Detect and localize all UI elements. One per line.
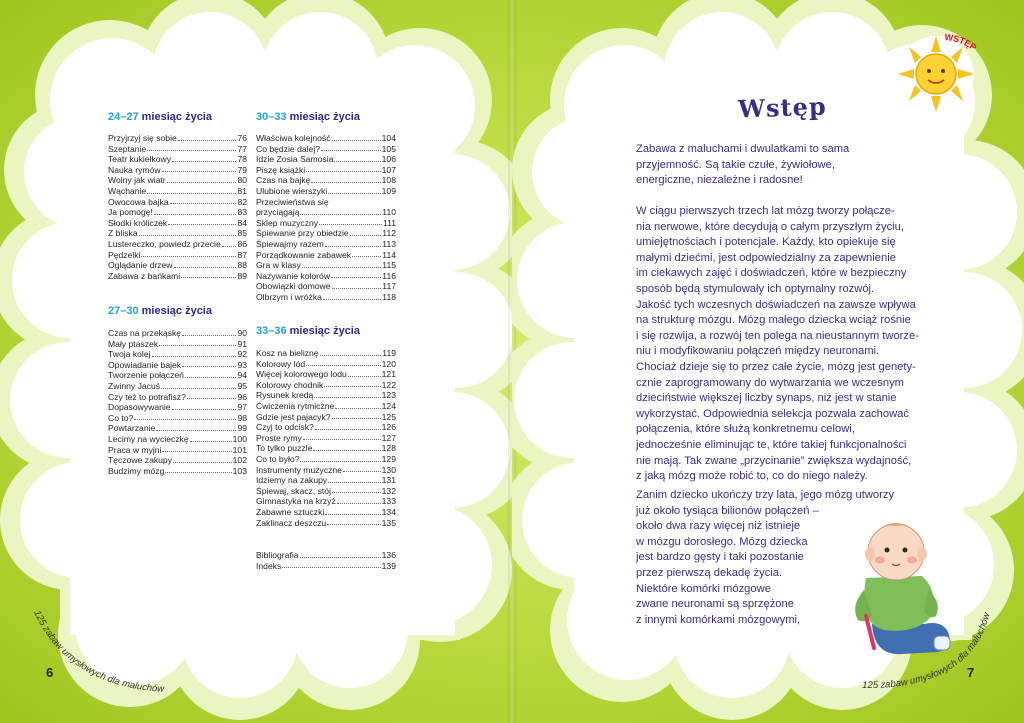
toc-entry-title: Śpiewaj, skacz, stój [256,485,331,496]
toc-entry-title: Bibliografia [256,550,299,560]
toc-entry-page: 86 [237,238,247,249]
toc-entry-page: 108 [381,175,396,186]
right-footer-text: 125 zabaw umysłowych dla maluchów [862,611,993,692]
toc-entry-page: 125 [381,411,396,422]
toc-entry-title: Nauka rymów [108,164,161,175]
toc-entry-title: Czas na przekąskę [108,328,182,338]
toc-entry-title: Nazywanie kolorów [256,270,331,281]
toc-entry-title: Opowiadanie bajek [108,359,182,370]
text-line: w mózgu dorosłego. Mózg dziecka [636,535,808,548]
toc-entry-page: 133 [381,496,396,507]
right-page [512,0,1024,723]
toc-entry-page: 110 [382,207,396,218]
toc-entry-title: Obowiązki domowe [256,281,331,292]
toc-entry-title: Mały ptaszek [108,338,159,349]
toc-entry-page: 111 [382,217,396,228]
toc-entry-title: Przeciwieństwa się [256,196,329,207]
toc-entry-page: 128 [381,443,396,454]
toc-entry-page: 139 [381,560,396,571]
text-line: zwane neuronami są sprzężone [636,598,794,611]
toc-entry-page: 80 [237,175,247,186]
toc-entry-title: Śpiewanie przy obiedzie [256,228,349,239]
toc-entry-title: Twoja kolej [108,349,151,360]
toc-entry-page: 103 [232,465,247,476]
right-page-number: 7 [967,665,975,680]
toc-entry-page: 104 [381,133,396,143]
toc-entry-page: 124 [381,400,396,411]
left-footer-text: 125 zabaw umysłowych dla maluchów [31,608,165,695]
toc-entry-title: Czyj to odcisk? [256,422,314,433]
section-range: 27–30 [108,305,139,317]
toc-entry-page: 129 [381,453,396,464]
toc-entry-title: Idzie Zosia Samosia [256,154,334,165]
toc-entry-page: 107 [381,164,396,175]
toc-entry-title: Z bliska [108,228,138,239]
toc-entry-title: Indeks [256,560,282,571]
toc-entry-page: 102 [232,455,247,466]
toc-entry-title: Zwinny Jacuś [108,380,161,391]
toc-entry-page: 123 [381,390,396,401]
text-line: sposób będą stymulowały ich optymalny rozwój. [636,282,875,295]
toc-entry-page: 98 [237,412,247,423]
text-line: nie mają. Tak zwane „przycinanie” zwiększa wydajność, [636,454,912,467]
text-line: dzieciństwie większej liczby synaps, niż jest w stanie [636,392,897,405]
section-label: miesiąc życia [286,111,360,123]
toc-entry-page: 134 [381,506,396,517]
text-line: wykorzystać. Odpowiednia selekcja pozwala zachować [636,407,909,420]
toc-entry-page: 122 [381,379,396,390]
toc-entry-page: 79 [237,164,247,175]
toc-entry-page: 100 [232,433,247,444]
toc-entry-title: Dopasowywanie [108,402,171,413]
toc-entry-title: Olbrzym i wróżka [256,291,322,302]
toc-entry-title: Czas na bajkę [256,175,311,186]
toc-entry-title: Kolorowy chodnik [256,379,324,390]
toc-entry-page: 118 [382,291,396,302]
toc-entry-title: Budzimy mózg [108,465,165,476]
toc-entry-title: Gra w klasy [256,260,301,271]
toc-entry-page: 135 [381,517,396,528]
toc-entry-page: 121 [381,369,396,380]
toc-entry-title: Kosz na bieliznę [256,348,319,358]
toc-entry-title: Zabawa z bańkami [108,270,181,281]
text-line: nia nerwowe, które decydują o całym przyszłym życiu, [636,220,904,233]
text-line: umiejętnościach i potencjale. Każdy, kto opiekuje się [636,236,896,249]
toc-entry-page: 130 [381,464,396,475]
text-line: Chociaż dzieje się to przez całe życie, mózg jest genety- [636,360,916,373]
toc-entry-page: 88 [237,260,247,271]
toc-entry-page: 120 [381,358,396,369]
text-line: około dwa razy więcej niż istnieje [636,520,801,533]
toc-entry-title: Ćwiczenia rytmiczne [256,400,335,411]
toc-entry-title: Porządkowanie zabawek [256,249,352,260]
toc-entry-title: Oglądanie drzew [108,260,173,271]
toc-entry-title: Owocowa bajka [108,196,169,207]
toc-entry-page: 113 [382,238,396,249]
toc-entry-page: 136 [381,550,396,560]
text-line: W ciągu pierwszych trzech lat mózg tworzy połącze- [636,205,895,217]
toc-entry-page: 91 [237,338,247,349]
text-line: przez pierwszą dekadę życia. [636,566,783,579]
toc-entry-title: Co będzie dalej? [256,143,321,154]
toc-entry-title: Proste rymy [256,432,302,443]
section-label: miesiąc życia [286,325,360,337]
toc-entry-title: Co to? [108,412,134,423]
toc-entry-page: 109 [381,185,396,196]
toc-entry-page: 126 [381,422,396,433]
left-page-number: 6 [46,665,54,680]
toc-entry-title: Sklep muzyczny [256,217,319,228]
toc-entry-page: 81 [237,185,247,196]
toc-entry-title: Lecimy na wycieczkę [108,433,189,444]
toc-entry-page: 112 [382,228,396,239]
text-line: niu i modyfikowaniu połączeń między neuronami. [636,345,880,358]
text-line: Zabawa z maluchami i dwulatkami to sama [636,143,850,155]
section-label: miesiąc życia [138,305,212,317]
toc-entry-title: przyciągają [256,207,300,218]
toc-entry-title: Śpiewajmy razem [256,238,324,249]
toc-entry-title: Instrumenty muzyczne [256,464,342,475]
toc-entry-title: Powtarzanie [108,423,156,434]
text-line: Jakość tych wczesnych doświadczeń na zawsze wpływa [636,298,916,311]
toc-entry-title: Pędzelki [108,249,141,260]
text-line: na strukturę mózgu. Mózg małego dziecka wciąż rośnie [636,314,911,327]
text-line: połączenia, które służą konkretnemu celowi, [636,423,855,436]
toc-entry-page: 82 [237,196,247,207]
toc-entry-page: 106 [381,154,396,165]
toc-entry-page: 114 [382,249,396,260]
toc-entry-page: 83 [237,207,247,218]
toc-entry-title: Przyjrzyj się sobie [108,133,177,143]
toc-entry-page: 85 [237,228,247,239]
toc-entry-title: Piszę książki [256,164,306,175]
toc-entry-page: 117 [382,281,396,292]
toc-entry-title: To tylko puzzle [256,443,313,454]
toc-entry-title: Lustereczko, powiedz przecie [108,238,221,249]
text-line: z jaką mózg może robić to, co do niego należy. [636,470,868,483]
toc-entry-page: 93 [237,359,247,370]
toc-entry-page: 97 [237,402,247,413]
toc-entry-page: 115 [382,260,396,271]
text-line: im ciekawych zajęć i doświadczeń, które w bezpieczny [636,267,907,280]
svg-text:125 zabaw umysłowych dla maluc [31,609,165,695]
text-line: jednocześnie eliminując te, które takiej funkcjonalności [636,438,907,451]
toc-entry-page: 77 [237,143,247,154]
toc-entry-title: Co to było? [256,453,300,464]
toc-entry-page: 78 [237,154,247,165]
toc-entry-title: Wąchanie [108,185,147,196]
text-line: Niektóre komórki mózgowe [636,582,771,595]
toc-entry-page: 95 [237,380,247,391]
toc-entry-title: Gimnastyka na krzyż [256,496,336,507]
toc-entry-title: Ja pomogę! [108,207,153,218]
toc-entry-title: Więcej kolorowego lodu [256,369,347,380]
text-line: jest bardzo gęsty i taki pozostanie [636,551,804,564]
toc-entry-page: 131 [381,475,396,486]
toc-entry-title: Wolny jak wiatr [108,175,166,186]
toc-entry-title: Czy też to potrafisz? [108,391,186,402]
toc-entry-title: Rysunek kredą [256,390,314,401]
text-line: już około tysiąca bilionów połączeń – [636,504,819,517]
toc-entry-title: Szeptanie [108,143,147,154]
toc-entry-title: Tworzenie połączeń [108,370,184,381]
toc-entry-title: Słodki króliczek [108,217,168,228]
toc-entry-page: 132 [381,485,396,496]
text-line: Zanim dziecko ukończy trzy lata, jego mózg utworzy [636,489,895,501]
section-label: miesiąc życia [138,111,212,123]
toc-entry-title: Właściwa kolejność [256,133,331,143]
toc-entry-page: 84 [237,217,247,228]
text-line: małymi dziećmi, jest odpowiedzialny za zapewnienie [636,251,896,264]
section-range: 30–33 [256,111,287,123]
toc-entry-page: 119 [382,348,396,358]
text-line: przyjemność. Są takie czułe, żywiołowe, [636,158,835,171]
toc-entry-title: Idziemy na zakupy [256,475,328,486]
toc-entry-title: Praca w myjni [108,444,162,455]
text-line: i się rozwija, a rozwój ten polega na nieustannym tworze- [636,329,919,342]
text-line: energiczne, niezależne i radosne! [636,174,803,187]
toc-entry-page: 87 [237,249,247,260]
toc-entry-page: 94 [237,370,247,381]
toc-entry-title: Gdzie jest pajacyk? [256,411,331,422]
text-line: cznie zaprogramowany do wytwarzania we wczesnym [636,376,904,389]
toc-entry-page: 101 [232,444,247,455]
toc-entry-page: 105 [381,143,396,154]
toc-entry-page: 96 [237,391,247,402]
toc-entry-title: Kolorowy lód [256,358,306,369]
toc-entry-page: 76 [237,133,247,143]
toc-entry-page: 90 [237,328,247,338]
toc-entry-page: 99 [237,423,247,434]
section-range: 33–36 [256,325,287,337]
section-range: 24–27 [108,111,139,123]
toc-entry-title: Zabawne sztuczki [256,506,325,517]
toc-entry-page: 127 [381,432,396,443]
toc-entry-page: 92 [237,349,247,360]
toc-entry-title: Ulubione wierszyki [256,185,328,196]
page-title: Wstęp [737,91,828,124]
toc-entry-title: Teatr kukiełkowy [108,154,172,165]
right-footer-curve [512,0,1024,723]
toc-entry-title: Tęczowe zakupy [108,455,173,466]
badge-text: WSTĘP [943,31,979,53]
toc-entry-title: Zaklinacz deszczu [256,517,327,528]
toc-entry-page: 89 [237,270,247,281]
text-line: z innymi komórkami mózgowymi, [636,613,801,626]
toc-entry-page: 116 [382,270,396,281]
